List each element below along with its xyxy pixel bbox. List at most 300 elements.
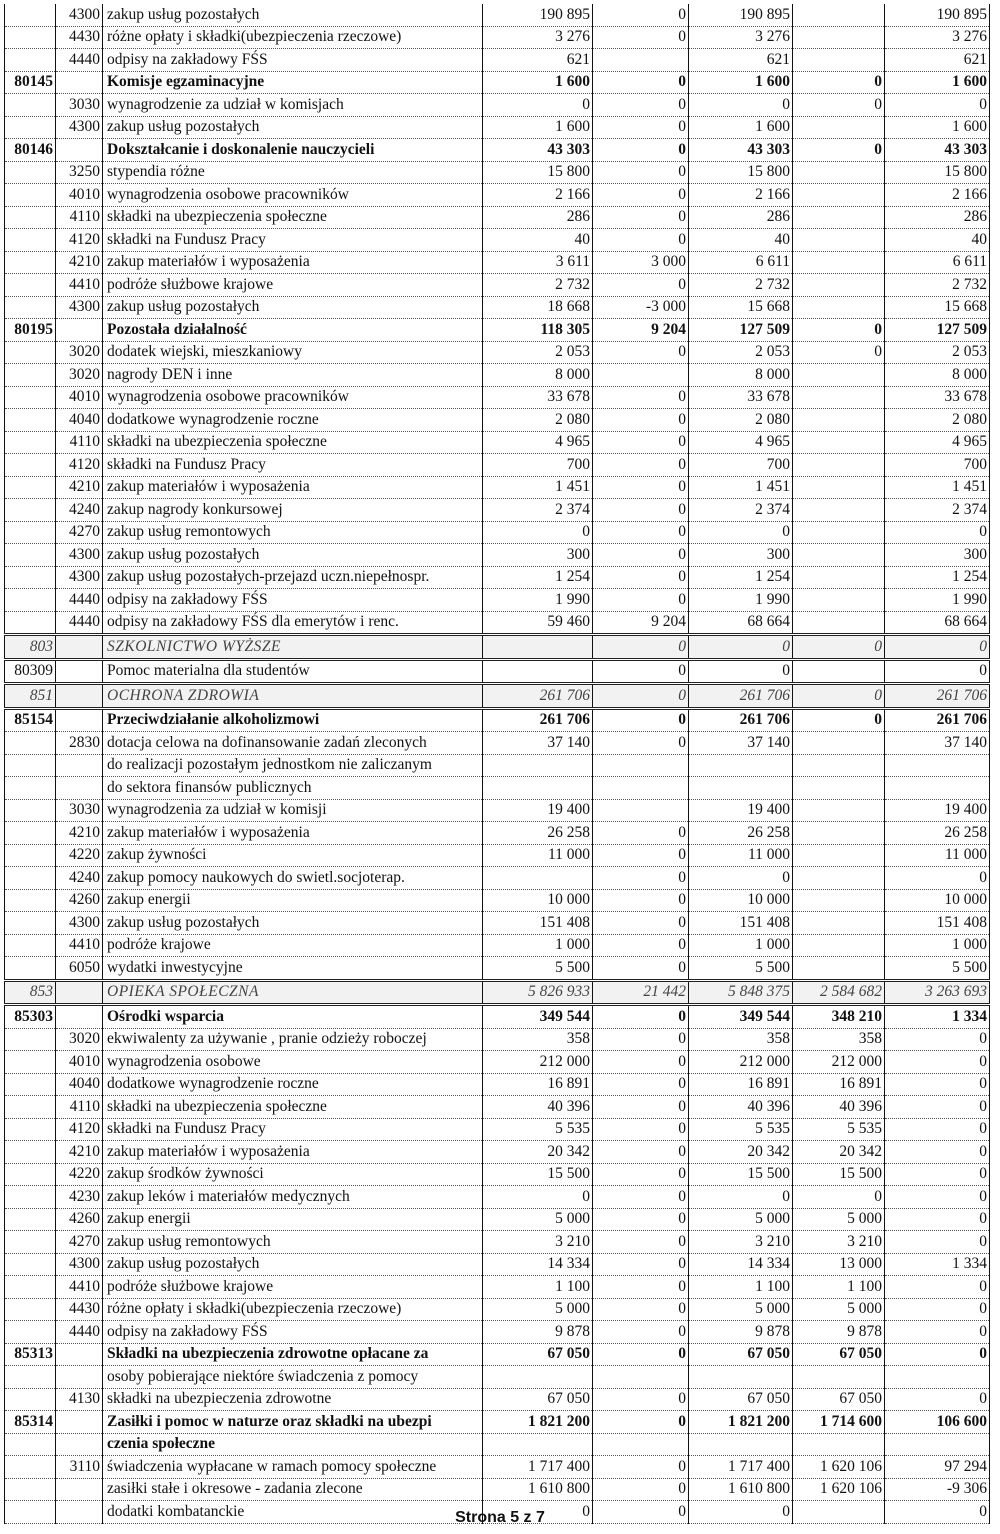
amount-cell-4: 67 050 xyxy=(793,1388,885,1411)
amount-cell-3: 33 678 xyxy=(689,386,793,409)
amount-cell-2: 0 xyxy=(593,732,689,755)
amount-cell-5: 1 254 xyxy=(885,566,990,589)
amount-cell-3: 1 254 xyxy=(689,566,793,589)
amount-cell-1: 3 210 xyxy=(483,1231,593,1254)
paragraph-code-cell: 4270 xyxy=(56,1231,103,1254)
amount-cell-4 xyxy=(793,49,885,72)
division-code-cell xyxy=(5,754,56,777)
amount-cell-4: 0 xyxy=(793,1186,885,1209)
paragraph-code-cell xyxy=(56,1343,103,1366)
description-cell: świadczenia wypłacane w ramach pomocy społeczne xyxy=(103,1456,483,1479)
amount-cell-1: 5 000 xyxy=(483,1298,593,1321)
amount-cell-5: 0 xyxy=(885,1231,990,1254)
description-cell: zakup usług pozostałych xyxy=(103,544,483,567)
amount-cell-4 xyxy=(793,889,885,912)
amount-cell-3: 212 000 xyxy=(689,1051,793,1074)
amount-cell-4 xyxy=(793,274,885,297)
description-cell: odpisy na zakładowy FŚS xyxy=(103,589,483,612)
amount-cell-1 xyxy=(483,1366,593,1389)
amount-cell-3: 1 610 800 xyxy=(689,1478,793,1501)
section-row xyxy=(5,635,990,660)
item-row xyxy=(5,184,990,207)
description-cell: zasiłki stałe i okresowe - zadania zlecone xyxy=(103,1478,483,1501)
chapter-row xyxy=(5,708,990,732)
amount-cell-4 xyxy=(793,844,885,867)
amount-cell-4 xyxy=(793,409,885,432)
paragraph-code-cell: 2830 xyxy=(56,732,103,755)
amount-cell-4 xyxy=(793,611,885,635)
amount-cell-1: 1 100 xyxy=(483,1276,593,1299)
division-code-cell xyxy=(5,1433,56,1456)
amount-cell-3: 1 717 400 xyxy=(689,1456,793,1479)
amount-cell-4: 13 000 xyxy=(793,1253,885,1276)
description-cell: do realizacji pozostałym jednostkom nie zaliczanym xyxy=(103,754,483,777)
paragraph-code-cell: 4010 xyxy=(56,184,103,207)
division-code-cell xyxy=(5,1118,56,1141)
amount-cell-5: -9 306 xyxy=(885,1478,990,1501)
item-row xyxy=(5,26,990,49)
amount-cell-3: 2 053 xyxy=(689,341,793,364)
chapter-row xyxy=(5,1343,990,1366)
amount-cell-3: 40 396 xyxy=(689,1096,793,1119)
division-code-cell xyxy=(5,521,56,544)
amount-cell-2: 0 xyxy=(593,71,689,94)
amount-cell-3: 4 965 xyxy=(689,431,793,454)
amount-cell-5: 1 600 xyxy=(885,71,990,94)
description-cell: zakup żywności xyxy=(103,844,483,867)
amount-cell-2: 0 xyxy=(593,934,689,957)
amount-cell-4 xyxy=(793,454,885,477)
amount-cell-1 xyxy=(483,635,593,660)
amount-cell-1: 3 276 xyxy=(483,26,593,49)
description-cell: podróże służbowe krajowe xyxy=(103,1276,483,1299)
amount-cell-2: 0 xyxy=(593,822,689,845)
description-cell: ekwiwalenty za używanie , pranie odzieży roboczej xyxy=(103,1028,483,1051)
division-code-cell xyxy=(5,229,56,252)
description-cell: czenia społeczne xyxy=(103,1433,483,1456)
amount-cell-3: 67 050 xyxy=(689,1343,793,1366)
division-code-cell xyxy=(5,544,56,567)
amount-cell-3: 15 668 xyxy=(689,296,793,319)
amount-cell-1: 59 460 xyxy=(483,611,593,635)
paragraph-code-cell: 4010 xyxy=(56,386,103,409)
amount-cell-4: 0 xyxy=(793,139,885,162)
division-code-cell xyxy=(5,1276,56,1299)
amount-cell-4 xyxy=(793,476,885,499)
amount-cell-1: 151 408 xyxy=(483,912,593,935)
amount-cell-5: 0 xyxy=(885,521,990,544)
division-code-cell xyxy=(5,49,56,72)
paragraph-code-cell: 4110 xyxy=(56,431,103,454)
amount-cell-4 xyxy=(793,732,885,755)
amount-cell-3: 349 544 xyxy=(689,1005,793,1029)
amount-cell-1: 20 342 xyxy=(483,1141,593,1164)
paragraph-code-cell: 4440 xyxy=(56,1321,103,1344)
amount-cell-2: 0 xyxy=(593,957,689,981)
amount-cell-2: 0 xyxy=(593,386,689,409)
description-cell: zakup usług pozostałych xyxy=(103,4,483,26)
item-row xyxy=(5,521,990,544)
division-code-cell xyxy=(5,1096,56,1119)
amount-cell-4: 1 100 xyxy=(793,1276,885,1299)
amount-cell-4 xyxy=(793,589,885,612)
description-cell: zakup środków żywności xyxy=(103,1163,483,1186)
description-cell: Zasiłki i pomoc w naturze oraz składki na ubezpi xyxy=(103,1411,483,1434)
paragraph-code-cell: 4410 xyxy=(56,934,103,957)
division-code-cell xyxy=(5,732,56,755)
amount-cell-3: 5 000 xyxy=(689,1208,793,1231)
paragraph-code-cell: 4260 xyxy=(56,1208,103,1231)
amount-cell-2: 0 xyxy=(593,589,689,612)
amount-cell-1: 1 600 xyxy=(483,116,593,139)
item-row xyxy=(5,1073,990,1096)
item-row xyxy=(5,754,990,777)
amount-cell-2: 0 xyxy=(593,544,689,567)
amount-cell-3 xyxy=(689,777,793,800)
amount-cell-4 xyxy=(793,799,885,822)
amount-cell-3: 0 xyxy=(689,659,793,684)
description-cell: wydatki inwestycyjne xyxy=(103,957,483,981)
amount-cell-1: 10 000 xyxy=(483,889,593,912)
amount-cell-1: 700 xyxy=(483,454,593,477)
paragraph-code-cell: 4120 xyxy=(56,229,103,252)
paragraph-code-cell xyxy=(56,1478,103,1501)
paragraph-code-cell: 4010 xyxy=(56,1051,103,1074)
description-cell: Przeciwdziałanie alkoholizmowi xyxy=(103,708,483,732)
amount-cell-4 xyxy=(793,566,885,589)
division-code-cell xyxy=(5,1028,56,1051)
paragraph-code-cell: 4440 xyxy=(56,611,103,635)
division-code-cell: 85314 xyxy=(5,1411,56,1434)
amount-cell-1: 1 000 xyxy=(483,934,593,957)
description-cell: wynagrodzenia osobowe xyxy=(103,1051,483,1074)
paragraph-code-cell: 3020 xyxy=(56,341,103,364)
division-code-cell xyxy=(5,431,56,454)
amount-cell-1 xyxy=(483,777,593,800)
amount-cell-4: 5 000 xyxy=(793,1298,885,1321)
item-row xyxy=(5,1456,990,1479)
chapter-row xyxy=(5,1433,990,1456)
amount-cell-3: 0 xyxy=(689,1186,793,1209)
paragraph-code-cell: 4120 xyxy=(56,1118,103,1141)
description-cell: zakup usług pozostałych xyxy=(103,296,483,319)
amount-cell-1: 2 732 xyxy=(483,274,593,297)
amount-cell-2: 0 xyxy=(593,1118,689,1141)
amount-cell-5: 1 600 xyxy=(885,116,990,139)
division-code-cell xyxy=(5,1073,56,1096)
amount-cell-1: 1 990 xyxy=(483,589,593,612)
paragraph-code-cell xyxy=(56,1366,103,1389)
amount-cell-5: 0 xyxy=(885,1163,990,1186)
amount-cell-1: 33 678 xyxy=(483,386,593,409)
paragraph-code-cell: 4220 xyxy=(56,1163,103,1186)
description-cell: dodatkowe wynagrodzenie roczne xyxy=(103,409,483,432)
amount-cell-2 xyxy=(593,364,689,387)
division-code-cell xyxy=(5,1321,56,1344)
division-code-cell xyxy=(5,822,56,845)
description-cell: wynagrodzenie za udział w komisjach xyxy=(103,94,483,117)
paragraph-code-cell: 4130 xyxy=(56,1388,103,1411)
amount-cell-4 xyxy=(793,116,885,139)
budget-table-sheet xyxy=(4,4,989,1524)
amount-cell-3: 261 706 xyxy=(689,708,793,732)
item-row xyxy=(5,957,990,981)
amount-cell-5: 0 xyxy=(885,635,990,660)
description-cell: odpisy na zakładowy FŚS dla emerytów i renc. xyxy=(103,611,483,635)
amount-cell-2: 0 xyxy=(593,1456,689,1479)
amount-cell-4 xyxy=(793,386,885,409)
amount-cell-3: 1 990 xyxy=(689,589,793,612)
amount-cell-3: 1 100 xyxy=(689,1276,793,1299)
amount-cell-5: 19 400 xyxy=(885,799,990,822)
amount-cell-1: 3 611 xyxy=(483,251,593,274)
amount-cell-3: 5 848 375 xyxy=(689,980,793,1005)
division-code-cell xyxy=(5,957,56,981)
amount-cell-5: 40 xyxy=(885,229,990,252)
amount-cell-5: 1 990 xyxy=(885,589,990,612)
division-code-cell xyxy=(5,94,56,117)
division-code-cell xyxy=(5,1051,56,1074)
amount-cell-3: 286 xyxy=(689,206,793,229)
amount-cell-1: 40 xyxy=(483,229,593,252)
amount-cell-2 xyxy=(593,754,689,777)
paragraph-code-cell xyxy=(56,777,103,800)
description-cell: stypendia różne xyxy=(103,161,483,184)
paragraph-code-cell: 4430 xyxy=(56,1298,103,1321)
amount-cell-4 xyxy=(793,296,885,319)
paragraph-code-cell: 4300 xyxy=(56,4,103,26)
item-row xyxy=(5,589,990,612)
amount-cell-2: 0 xyxy=(593,708,689,732)
amount-cell-4: 0 xyxy=(793,71,885,94)
item-row xyxy=(5,1253,990,1276)
amount-cell-2: 0 xyxy=(593,274,689,297)
paragraph-code-cell: 4220 xyxy=(56,844,103,867)
amount-cell-5: 37 140 xyxy=(885,732,990,755)
amount-cell-2: 0 xyxy=(593,1186,689,1209)
amount-cell-1: 37 140 xyxy=(483,732,593,755)
item-row xyxy=(5,1028,990,1051)
amount-cell-4: 348 210 xyxy=(793,1005,885,1029)
description-cell: Pozostała działalność xyxy=(103,319,483,342)
amount-cell-2: 0 xyxy=(593,94,689,117)
amount-cell-2: 0 xyxy=(593,499,689,522)
chapter-row xyxy=(5,1005,990,1029)
amount-cell-5: 127 509 xyxy=(885,319,990,342)
paragraph-code-cell: 4040 xyxy=(56,1073,103,1096)
amount-cell-1: 300 xyxy=(483,544,593,567)
paragraph-code-cell: 4300 xyxy=(56,116,103,139)
amount-cell-2: 0 xyxy=(593,1321,689,1344)
paragraph-code-cell xyxy=(56,684,103,709)
amount-cell-3: 26 258 xyxy=(689,822,793,845)
amount-cell-3: 0 xyxy=(689,1501,793,1524)
amount-cell-3: 67 050 xyxy=(689,1388,793,1411)
amount-cell-5: 10 000 xyxy=(885,889,990,912)
amount-cell-5: 0 xyxy=(885,1051,990,1074)
paragraph-code-cell: 4300 xyxy=(56,912,103,935)
item-row xyxy=(5,49,990,72)
amount-cell-1: 5 000 xyxy=(483,1208,593,1231)
item-row xyxy=(5,1231,990,1254)
amount-cell-3: 16 891 xyxy=(689,1073,793,1096)
paragraph-code-cell: 6050 xyxy=(56,957,103,981)
description-cell: różne opłaty i składki(ubezpieczenia rzeczowe) xyxy=(103,1298,483,1321)
amount-cell-2: 0 xyxy=(593,4,689,26)
budget-table xyxy=(4,4,990,1524)
amount-cell-4: 0 xyxy=(793,635,885,660)
item-row xyxy=(5,274,990,297)
amount-cell-1: 14 334 xyxy=(483,1253,593,1276)
item-row xyxy=(5,161,990,184)
description-cell: podróże krajowe xyxy=(103,934,483,957)
amount-cell-5: 2 080 xyxy=(885,409,990,432)
amount-cell-5: 0 xyxy=(885,1141,990,1164)
amount-cell-3: 190 895 xyxy=(689,4,793,26)
amount-cell-4: 1 620 106 xyxy=(793,1456,885,1479)
paragraph-code-cell xyxy=(56,754,103,777)
paragraph-code-cell xyxy=(56,71,103,94)
description-cell: Komisje egzaminacyjne xyxy=(103,71,483,94)
amount-cell-2: 0 xyxy=(593,1096,689,1119)
amount-cell-1: 1 451 xyxy=(483,476,593,499)
amount-cell-1: 5 500 xyxy=(483,957,593,981)
division-code-cell xyxy=(5,777,56,800)
paragraph-code-cell xyxy=(56,1433,103,1456)
item-row xyxy=(5,889,990,912)
amount-cell-3: 9 878 xyxy=(689,1321,793,1344)
amount-cell-5: 3 276 xyxy=(885,26,990,49)
amount-cell-1: 8 000 xyxy=(483,364,593,387)
division-code-cell xyxy=(5,611,56,635)
amount-cell-2: 0 xyxy=(593,1411,689,1434)
paragraph-code-cell: 4120 xyxy=(56,454,103,477)
amount-cell-1: 212 000 xyxy=(483,1051,593,1074)
amount-cell-4 xyxy=(793,544,885,567)
item-row xyxy=(5,934,990,957)
amount-cell-3: 40 xyxy=(689,229,793,252)
description-cell: składki na Fundusz Pracy xyxy=(103,1118,483,1141)
amount-cell-2: 0 xyxy=(593,1253,689,1276)
amount-cell-4: 9 878 xyxy=(793,1321,885,1344)
amount-cell-5: 300 xyxy=(885,544,990,567)
description-cell: składki na Fundusz Pracy xyxy=(103,454,483,477)
amount-cell-1: 118 305 xyxy=(483,319,593,342)
amount-cell-5: 3 263 693 xyxy=(885,980,990,1005)
item-row xyxy=(5,409,990,432)
item-row xyxy=(5,386,990,409)
paragraph-code-cell: 3020 xyxy=(56,1028,103,1051)
amount-cell-5 xyxy=(885,1366,990,1389)
amount-cell-5: 2 166 xyxy=(885,184,990,207)
paragraph-code-cell: 4230 xyxy=(56,1186,103,1209)
item-row xyxy=(5,1298,990,1321)
amount-cell-4: 5 535 xyxy=(793,1118,885,1141)
amount-cell-1: 261 706 xyxy=(483,708,593,732)
description-cell: składki na Fundusz Pracy xyxy=(103,229,483,252)
division-code-cell xyxy=(5,341,56,364)
paragraph-code-cell: 3030 xyxy=(56,799,103,822)
amount-cell-2: 0 xyxy=(593,476,689,499)
amount-cell-5: 26 258 xyxy=(885,822,990,845)
amount-cell-2: 0 xyxy=(593,867,689,890)
amount-cell-1: 1 610 800 xyxy=(483,1478,593,1501)
paragraph-code-cell xyxy=(56,980,103,1005)
division-code-cell xyxy=(5,206,56,229)
division-code-cell xyxy=(5,1208,56,1231)
amount-cell-4 xyxy=(793,206,885,229)
amount-cell-1: 16 891 xyxy=(483,1073,593,1096)
amount-cell-5: 11 000 xyxy=(885,844,990,867)
amount-cell-1: 0 xyxy=(483,1501,593,1524)
description-cell: zakup materiałów i wyposażenia xyxy=(103,822,483,845)
amount-cell-1: 2 080 xyxy=(483,409,593,432)
description-cell: zakup energii xyxy=(103,1208,483,1231)
amount-cell-4: 3 210 xyxy=(793,1231,885,1254)
amount-cell-5: 0 xyxy=(885,1343,990,1366)
amount-cell-2: 0 xyxy=(593,229,689,252)
amount-cell-4 xyxy=(793,26,885,49)
amount-cell-1 xyxy=(483,867,593,890)
amount-cell-1: 11 000 xyxy=(483,844,593,867)
amount-cell-4 xyxy=(793,1433,885,1456)
amount-cell-2: 0 xyxy=(593,912,689,935)
paragraph-code-cell: 4300 xyxy=(56,1253,103,1276)
division-code-cell xyxy=(5,1478,56,1501)
description-cell: zakup usług remontowych xyxy=(103,521,483,544)
division-code-cell xyxy=(5,912,56,935)
amount-cell-5: 0 xyxy=(885,94,990,117)
amount-cell-2: 0 xyxy=(593,1231,689,1254)
division-code-cell xyxy=(5,251,56,274)
description-cell: nagrody DEN i inne xyxy=(103,364,483,387)
description-cell: dodatki kombatanckie xyxy=(103,1501,483,1524)
division-code-cell xyxy=(5,274,56,297)
amount-cell-3: 1 600 xyxy=(689,71,793,94)
item-row xyxy=(5,777,990,800)
amount-cell-4 xyxy=(793,229,885,252)
amount-cell-2: 3 000 xyxy=(593,251,689,274)
item-row xyxy=(5,732,990,755)
section-row xyxy=(5,980,990,1005)
description-cell: składki na ubezpieczenia społeczne xyxy=(103,206,483,229)
item-row xyxy=(5,912,990,935)
amount-cell-3: 6 611 xyxy=(689,251,793,274)
description-cell: OPIEKA SPOŁECZNA xyxy=(103,980,483,1005)
amount-cell-4 xyxy=(793,777,885,800)
amount-cell-1: 1 600 xyxy=(483,71,593,94)
amount-cell-5: 2 053 xyxy=(885,341,990,364)
amount-cell-2: 0 xyxy=(593,431,689,454)
amount-cell-1: 358 xyxy=(483,1028,593,1051)
amount-cell-2 xyxy=(593,777,689,800)
amount-cell-5: 0 xyxy=(885,1276,990,1299)
amount-cell-2: 0 xyxy=(593,889,689,912)
division-code-cell xyxy=(5,296,56,319)
description-cell: składki na ubezpieczenia społeczne xyxy=(103,431,483,454)
amount-cell-1 xyxy=(483,659,593,684)
amount-cell-4: 40 396 xyxy=(793,1096,885,1119)
item-row xyxy=(5,206,990,229)
amount-cell-3: 15 500 xyxy=(689,1163,793,1186)
amount-cell-2 xyxy=(593,1433,689,1456)
amount-cell-1: 2 053 xyxy=(483,341,593,364)
description-cell: zakup materiałów i wyposażenia xyxy=(103,1141,483,1164)
item-row xyxy=(5,1051,990,1074)
amount-cell-1: 15 800 xyxy=(483,161,593,184)
paragraph-code-cell: 4210 xyxy=(56,822,103,845)
amount-cell-5: 261 706 xyxy=(885,708,990,732)
